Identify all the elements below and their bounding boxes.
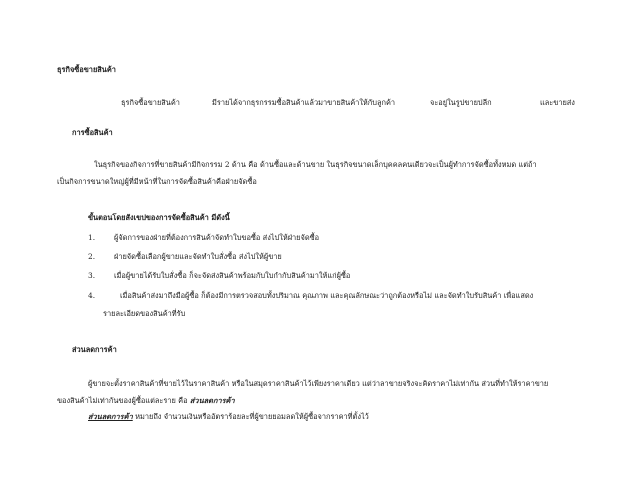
discount-term-emphasis: ส่วนลดการค้า [189, 396, 235, 405]
step-number: 4. [88, 291, 96, 300]
step-number: 3. [88, 271, 96, 280]
step-text: เมื่อสินค้าส่งมาถึงมือผู้ซื้อ ก็ต้องมีการตรวจสอบทั้งปริมาณ คุณภาพ และคุณลักษณะว่าถูกต้องหรือไม่ และจัดทำใบรับสินค้า เพื่อแสดง [120, 291, 534, 300]
discount-paragraph-text: ของสินค้าไม่เท่ากันของผู้ซื้อแต่ละราย คือ [57, 396, 188, 405]
discount-heading: ส่วนลดการค้า [72, 345, 117, 354]
step-text: ฝ่ายจัดซื้อเลือกผู้ขายและจัดทำใบสั่งซื้อ ส่งไปให้ผู้ขาย [114, 252, 282, 261]
discount-definition-text: หมายถึง จำนวนเงินหรืออัตราร้อยละที่ผู้ขายยอมลดให้ผู้ซื้อจากราคาที่ตั้งไว้ [135, 412, 369, 421]
discount-definition [88, 413, 369, 422]
purchasing-paragraph-line-1: ในธุรกิจของกิจการที่ขายสินค้ามีกิจกรรม 2 ด้าน คือ ด้านซื้อและด้านขาย ในธุรกิจขนาดเล็กบุคคลคนเดียวจะเป็นผู้ทำการจัดซื้อทั้งหมด แต่ถ้า [94, 160, 537, 169]
step-number: 1. [88, 233, 96, 242]
step-number: 2. [88, 252, 96, 261]
intro-col-4: และขายส่ง [540, 98, 575, 107]
purchasing-paragraph-line-2: เป็นกิจการขนาดใหญ่ผู้ที่มีหน้าที่ในการจัดซื้อสินค้าคือฝ่ายจัดซื้อ [57, 177, 257, 186]
discount-paragraph-line-2 [57, 397, 235, 406]
steps-heading: ขั้นตอนโดยสังเขปของการจัดซื้อสินค้า มีดังนี้ [88, 213, 230, 222]
purchasing-heading: การซื้อสินค้า [72, 128, 113, 137]
intro-col-2: มีรายได้จากธุรกรรมซื้อสินค้าแล้วมาขายสินค้าให้กับลูกค้า [212, 98, 396, 107]
intro-col-3: จะอยู่ในรูปขายปลีก [430, 98, 492, 107]
intro-col-1: ธุรกิจซื้อขายสินค้า [121, 98, 180, 107]
step-text: ผู้จัดการของฝ่ายที่ต้องการสินค้าจัดทำใบขอซื้อ ส่งไปให้ฝ่ายจัดซื้อ [114, 233, 320, 242]
step-text-continued: รายละเอียดของสินค้าที่รับ [103, 309, 186, 318]
step-text: เมื่อผู้ขายได้รับใบสั่งซื้อ ก็จะจัดส่งสินค้าพร้อมกับใบกำกับสินค้ามาให้แก่ผู้ซื้อ [114, 271, 351, 280]
document-title: ธุรกิจซื้อขายสินค้า [57, 65, 116, 74]
discount-paragraph-line-1: ผู้ขายจะตั้งราคาสินค้าที่ขายไว้ในราคาสินค้า หรือในสมุดราคาสินค้าไว้เพียงราคาเดียว แต่ว่าลาขายจริงจะคิดราคาไม่เท่ากัน ส่วนที่ทำให้ราคาขาย [88, 379, 549, 388]
discount-definition-term: ส่วนลดการค้า [88, 412, 133, 421]
